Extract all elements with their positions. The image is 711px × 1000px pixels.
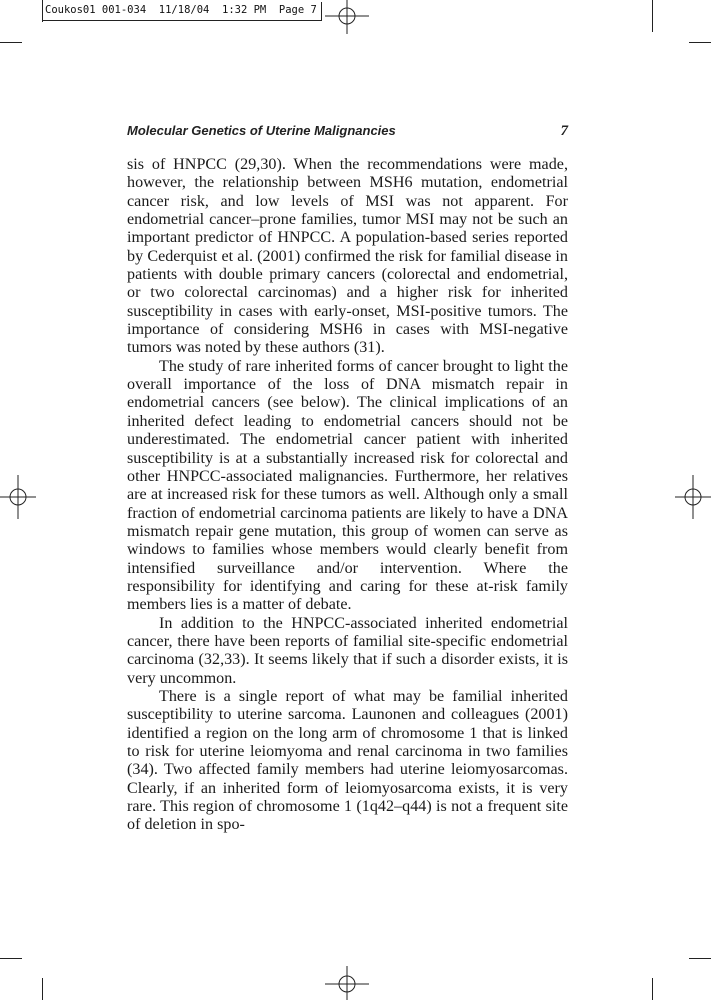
crop-mark-top-left-h xyxy=(0,42,22,43)
crop-mark-top-right-v xyxy=(652,0,653,32)
paragraph: There is a single report of what may be familial inherited susceptibility to uterine sarcoma. Launonen and colleagues (2001) identified a region on the long arm of chromosome 1 that is linked to risk for uterine leiomyoma and renal carcinoma in two families (34). Two affected family members had uterine leiomyosarcomas. Clearly, if an inherited form of leiomyosarcoma exists, it is very rare. This region of chromosome 1 (1q42–q44) is not a frequent site of deletion in spo- xyxy=(127,687,568,834)
page-number: 7 xyxy=(560,123,568,139)
paragraph: The study of rare inherited forms of cancer brought to light the overall importance of the loss of DNA mismatch repair in endometrial cancers (see below). The clinical implications of an inherited defect leading to endometrial cancers should not be underestimated. The endometrial cancer patient with inherited susceptibility is at a substantially increased risk for colorectal and other HNPCC-associated malignancies. Furthermore, her relatives are at increased risk for these tumors as well. Although only a small fraction of endometrial carcinoma patients are likely to have a DNA mismatch repair gene mutation, this group of women can serve as windows to families whose members would clearly benefit from intensified surveillance and/or intervention. Where the responsibility for identifying and caring for these at-risk family members lies is a matter of debate. xyxy=(127,357,568,614)
printer-slug: Coukos01 001-034 11/18/04 1:32 PM Page 7 xyxy=(42,2,322,21)
crop-mark-top-left-v xyxy=(42,0,43,22)
body-text xyxy=(127,156,568,835)
crop-mark-bottom-left-h xyxy=(0,958,22,959)
registration-mark-left xyxy=(0,475,40,519)
crop-mark-top-right-h xyxy=(689,42,711,43)
running-header xyxy=(127,123,568,140)
paragraph: sis of HNPCC (29,30). When the recommendations were made, however, the relationship between MSH6 mutation, endometrial cancer risk, and low levels of MSI was not apparent. For endometrial cancer–prone families, tumor MSI may not be such an important predictor of HNPCC. A population-based series reported by Cederquist et al. (2001) confirmed the risk for familial disease in patients with double primary cancers (colorectal and endometrial, or two colorectal carcinomas) and a higher risk for inherited susceptibility in cases with early-onset, MSI-positive tumors. The importance of considering MSH6 in cases with MSI-negative tumors was noted by these authors (31). xyxy=(127,156,568,357)
registration-mark-top xyxy=(325,0,369,36)
crop-mark-bottom-right-v xyxy=(652,978,653,1000)
crop-mark-bottom-left-v xyxy=(42,978,43,1000)
paragraph: In addition to the HNPCC-associated inherited endometrial cancer, there have been reports of familial site-specific endometrial carcinoma (32,33). It seems likely that if such a disorder exists, it is very uncommon. xyxy=(127,614,568,687)
crop-mark-bottom-right-h xyxy=(689,958,711,959)
registration-mark-right xyxy=(671,475,711,519)
running-title: Molecular Genetics of Uterine Malignancies xyxy=(127,123,396,138)
registration-mark-bottom xyxy=(325,964,369,1000)
